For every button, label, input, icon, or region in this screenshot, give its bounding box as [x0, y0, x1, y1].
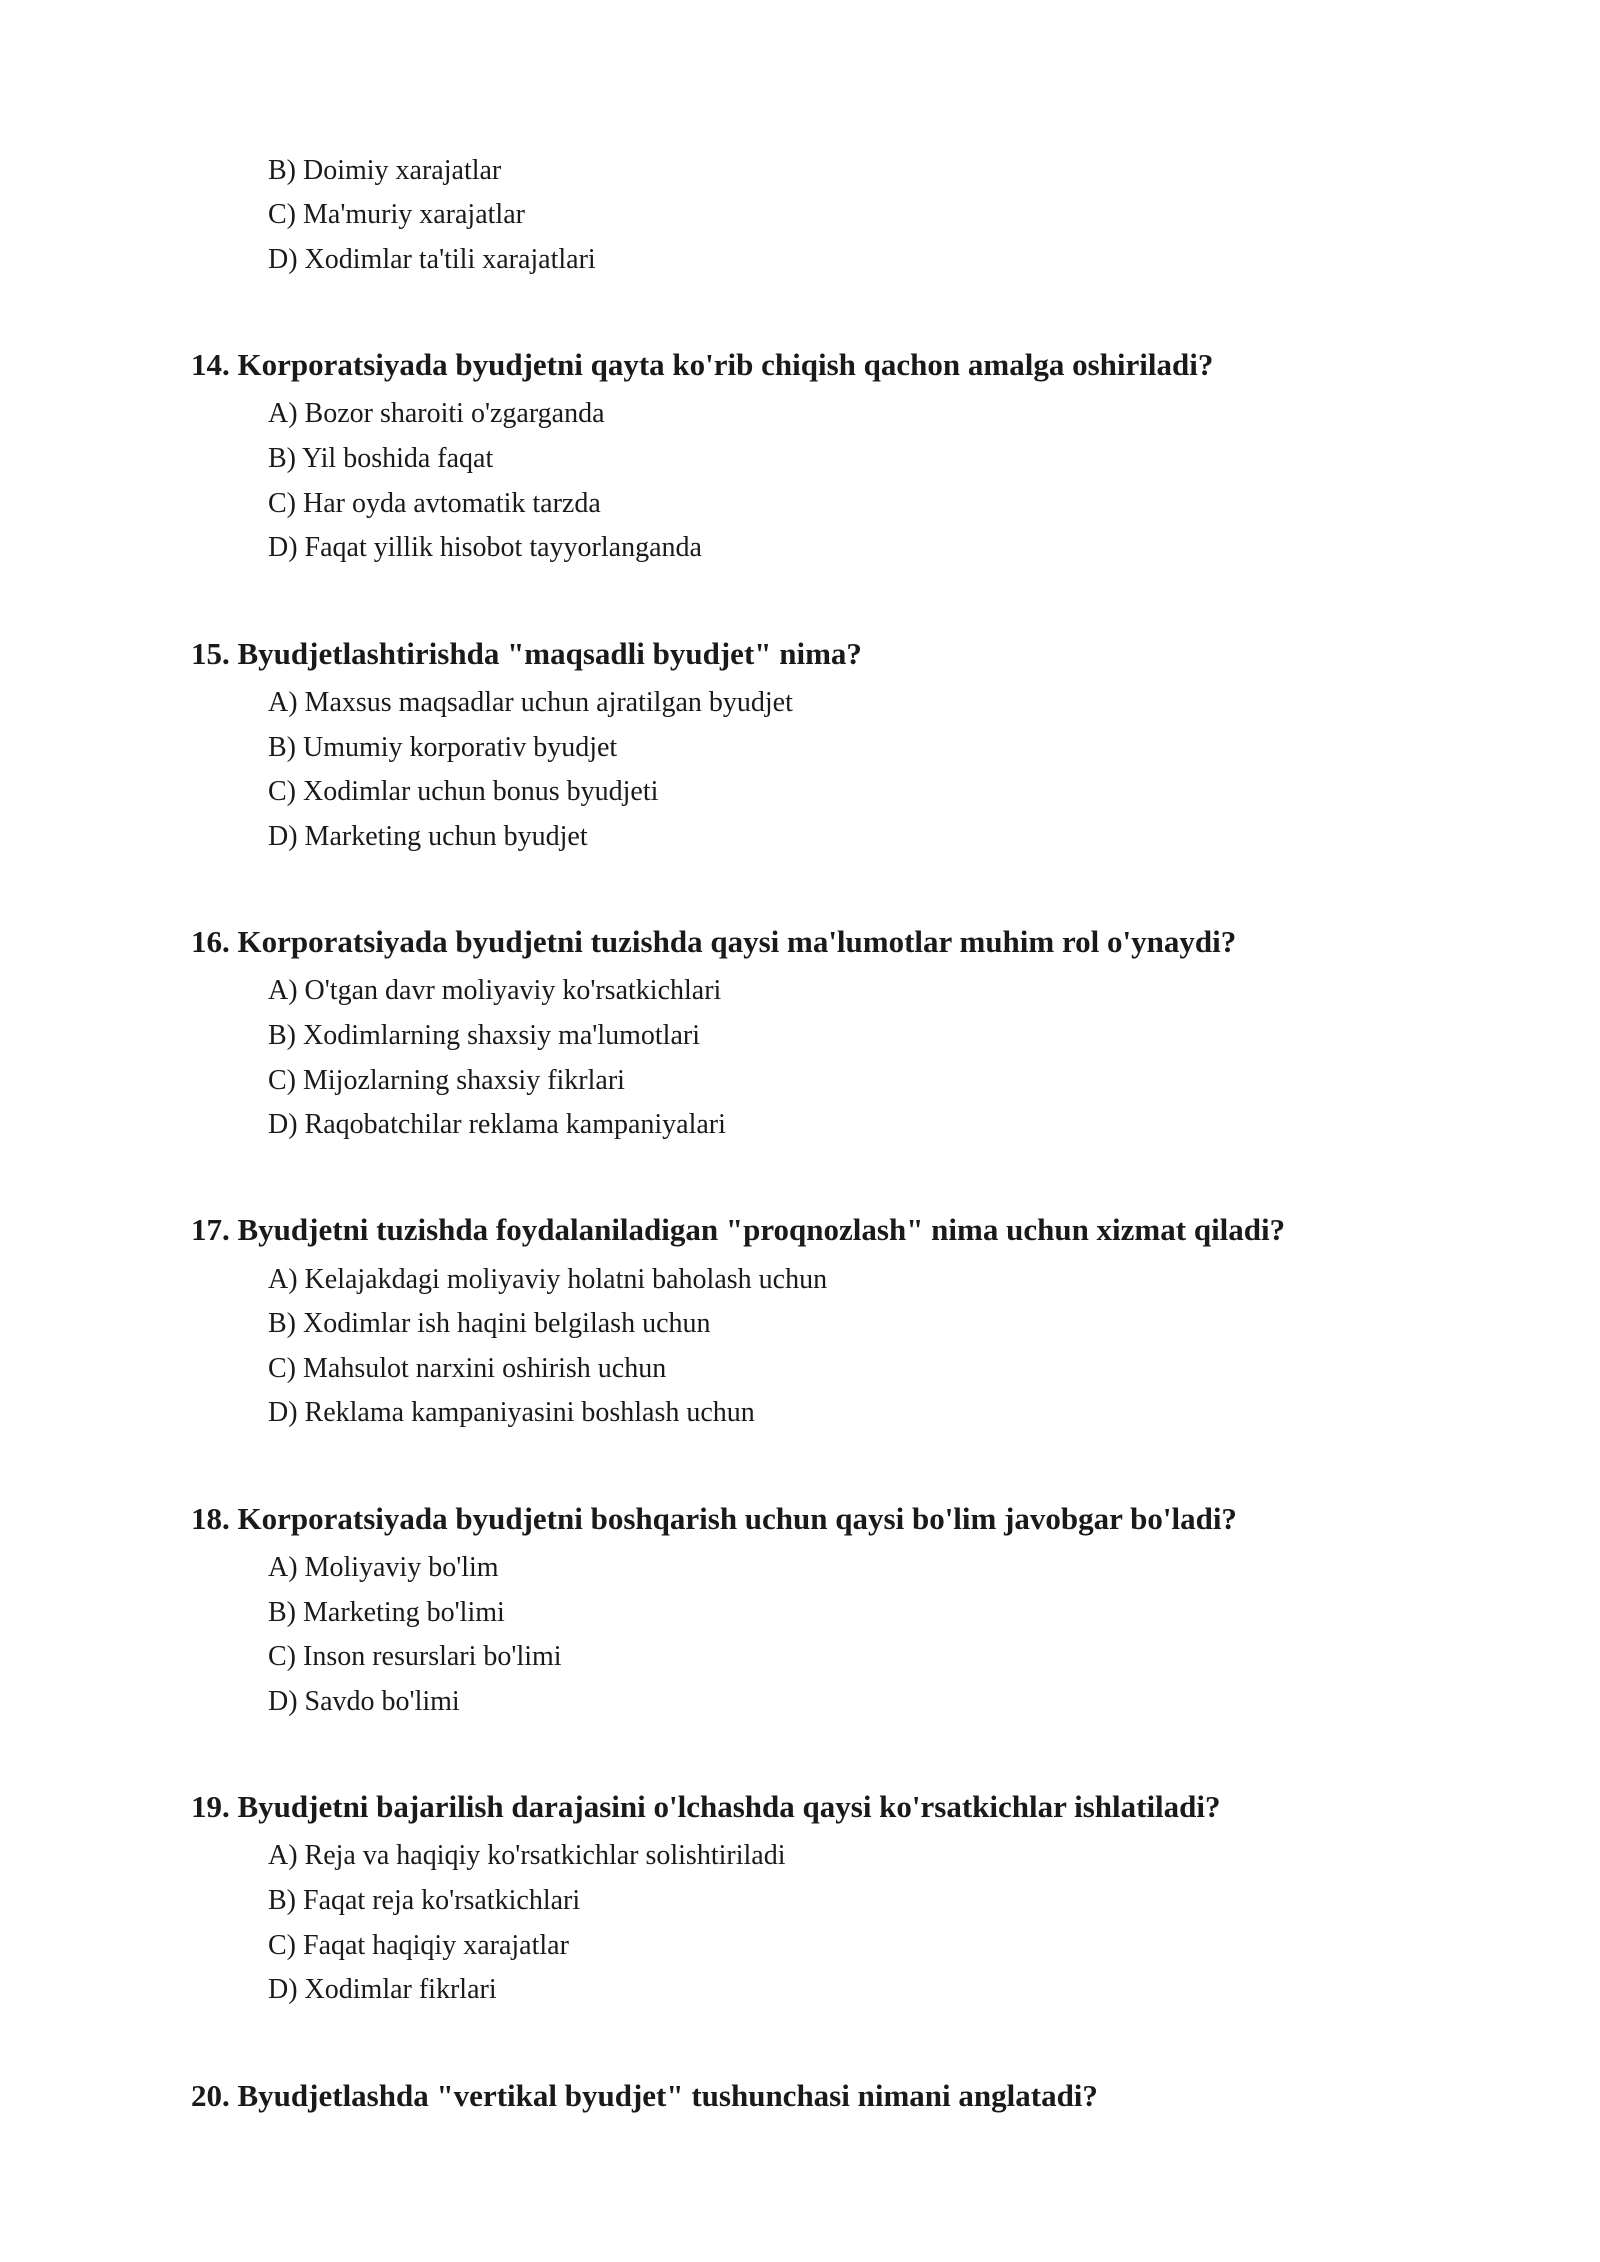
question-19: 19. Byudjetni bajarilish darajasini o'lchashda qaysi ko'rsatkichlar ishlatiladi? — [191, 1789, 1221, 1824]
question-17-option-b: B) Xodimlar ish haqini belgilash uchun — [268, 1308, 711, 1339]
question-18-option-a: A) Moliyaviy bo'lim — [268, 1552, 499, 1583]
question-18-option-b: B) Marketing bo'limi — [268, 1597, 505, 1628]
question-15-option-b: B) Umumiy korporativ byudjet — [268, 732, 618, 763]
lead-option-d: D) Xodimlar ta'tili xarajatlari — [268, 244, 596, 275]
question-16-option-a: A) O'tgan davr moliyaviy ko'rsatkichlari — [268, 975, 722, 1006]
question-16-option-d: D) Raqobatchilar reklama kampaniyalari — [268, 1109, 726, 1140]
question-19-option-d: D) Xodimlar fikrlari — [268, 1974, 497, 2005]
lead-option-b: B) Doimiy xarajatlar — [268, 155, 502, 186]
question-18-option-d: D) Savdo bo'limi — [268, 1686, 460, 1717]
question-18-option-c: C) Inson resurslari bo'limi — [268, 1641, 562, 1672]
question-19-option-a: A) Reja va haqiqiy ko'rsatkichlar solishtiriladi — [268, 1840, 786, 1871]
question-14-option-a: A) Bozor sharoiti o'zgarganda — [268, 398, 605, 429]
question-17-option-d: D) Reklama kampaniyasini boshlash uchun — [268, 1397, 755, 1428]
question-19-option-c: C) Faqat haqiqiy xarajatlar — [268, 1930, 569, 1961]
lead-option-c: C) Ma'muriy xarajatlar — [268, 199, 525, 230]
question-14-option-d: D) Faqat yillik hisobot tayyorlanganda — [268, 532, 702, 563]
question-19-option-b: B) Faqat reja ko'rsatkichlari — [268, 1885, 581, 1916]
question-20: 20. Byudjetlashda "vertikal byudjet" tushunchasi nimani anglatadi? — [191, 2078, 1098, 2113]
question-17-option-c: C) Mahsulot narxini oshirish uchun — [268, 1353, 667, 1384]
question-16: 16. Korporatsiyada byudjetni tuzishda qaysi ma'lumotlar muhim rol o'ynaydi? — [191, 924, 1237, 959]
question-15: 15. Byudjetlashtirishda "maqsadli byudjet" nima? — [191, 636, 862, 671]
question-16-option-c: C) Mijozlarning shaxsiy fikrlari — [268, 1065, 625, 1096]
question-15-option-d: D) Marketing uchun byudjet — [268, 821, 588, 852]
question-15-option-a: A) Maxsus maqsadlar uchun ajratilgan byudjet — [268, 687, 793, 718]
question-14-option-b: B) Yil boshida faqat — [268, 443, 494, 474]
question-18: 18. Korporatsiyada byudjetni boshqarish uchun qaysi bo'lim javobgar bo'ladi? — [191, 1501, 1237, 1536]
question-16-option-b: B) Xodimlarning shaxsiy ma'lumotlari — [268, 1020, 700, 1051]
question-15-option-c: C) Xodimlar uchun bonus byudjeti — [268, 776, 659, 807]
question-14: 14. Korporatsiyada byudjetni qayta ko'rib chiqish qachon amalga oshiriladi? — [191, 347, 1214, 382]
question-17: 17. Byudjetni tuzishda foydalaniladigan "proqnozlash" nima uchun xizmat qiladi? — [191, 1212, 1286, 1247]
question-14-option-c: C) Har oyda avtomatik tarzda — [268, 488, 601, 519]
question-17-option-a: A) Kelajakdagi moliyaviy holatni baholash uchun — [268, 1264, 828, 1295]
